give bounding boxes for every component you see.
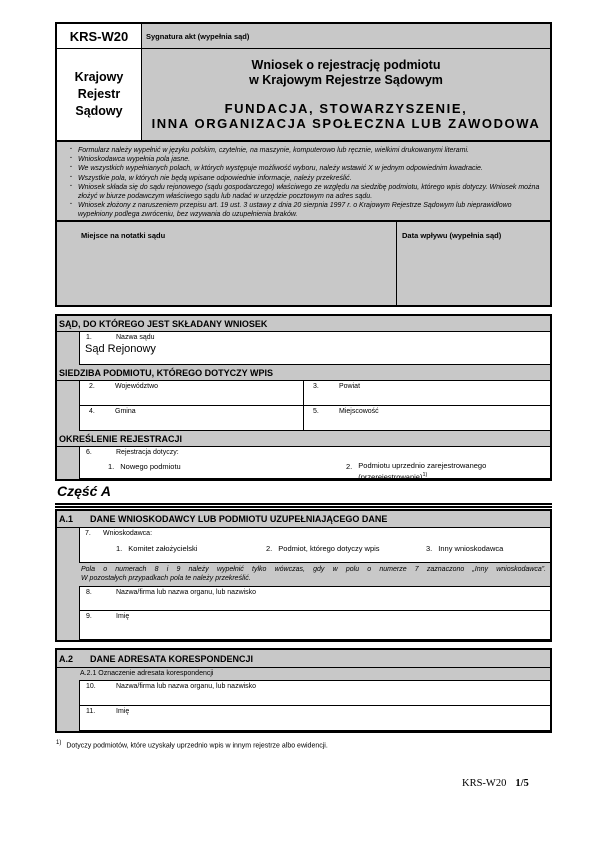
field-label: Gmina [115,408,136,415]
court-notes-label: Miejsce na notatki sądu [81,231,166,240]
field-number: 6. [86,449,92,456]
court-and-seat-block [55,314,552,481]
form-subtitle-line: INNA ORGANIZACJA SPOŁECZNA LUB ZAWODOWA [151,116,541,131]
option-label: Inny wnioskodawca [438,544,504,553]
field-label-row [80,406,303,415]
section-header-a1 [57,511,550,528]
part-a-heading: Część A [55,483,552,508]
footer-page-number: 1/5 [515,778,529,789]
field-1-value: Sąd Rejonowy [85,343,156,355]
section-code-a1: A.1 [59,514,74,524]
registry-name-cell [57,49,142,140]
field-number: 7. [85,530,91,537]
instruction-item: · Wszystkie pola, w których nie będą wpisane odpowiednie informacje, należy przekreślić. [69,174,542,183]
instruction-item: · We wszystkich wypełnianych polach, w których występuje możliwość wyboru, należy wstawić X w jednym odpowiednim kwadracie. [69,164,542,173]
note-line: W pozostałych przypadkach pola te należy przekreślić. [81,575,251,582]
option-number: 1. [108,462,115,471]
option-number: 2. [346,462,353,471]
registry-name-line: Krajowy [74,70,124,84]
registry-name-line: Rejestr [77,87,121,101]
form-title-line: w Krajowym Rejestrze Sądowym [249,73,443,87]
field-label: Nazwa/firma lub nazwa organu, lub nazwisko [116,683,257,690]
field-label-row [80,611,550,620]
field-label: Rejestracja dotyczy: [116,449,179,456]
field-label-row [80,528,550,537]
field-6-rejestracja-dotyczy[interactable] [79,447,550,479]
field-label-row [80,706,550,715]
section-header-a2 [57,650,550,668]
field-label: Imię [116,708,130,715]
field-label-row [80,332,550,341]
option-number: 1. [116,544,123,553]
signature-akt-field[interactable] [142,24,550,48]
field-number: 5. [313,408,319,415]
subsection-a21-label: A.2.1 Oznaczenie adresata korespondencji [80,670,214,677]
section-header-court: SĄD, DO KTÓREGO JEST SKŁADANY WNIOSEK [57,316,550,332]
form-title-line: Wniosek o rejestrację podmiotu [251,58,441,72]
field-number: 10. [86,683,96,690]
section-header-seat: SIEDZIBA PODMIOTU, KTÓREGO DOTYCZY WPIS [57,365,550,381]
field-9-imie[interactable] [79,611,550,640]
field-number: 4. [89,408,95,415]
field-number: 11. [86,708,96,715]
registry-name-line: Sądowy [75,104,123,118]
field-label: Powiat [339,383,361,390]
instruction-item: · Wniosek złożony z naruszeniem przepisu art. 19 ust. 3 ustawy z dnia 20 sierpnia 1997 r. o Krajowym Rejestrze Sądowym lub nieprawidłowo wypełniony podlega zwróceniu, bez wzywania do uzupełnienia braków. [69,201,542,219]
section-a1-block [55,509,552,642]
court-notes-field[interactable] [57,222,397,305]
option-podmiotu-uprzednio-zarejestrowanego[interactable] [346,462,486,482]
form-subtitle-line: FUNDACJA, STOWARZYSZENIE, [224,101,468,116]
field-label: Nazwa/firma lub nazwa organu, lub nazwisko [116,589,257,596]
field-number: 2. [89,383,95,390]
option-number: 3. [426,544,433,553]
field-11-imie[interactable] [79,706,550,731]
section-code-a2: A.2 [59,654,74,664]
option-label: Nowego podmiotu [120,462,181,471]
field-5-miejscowosc[interactable] [303,406,550,431]
field-number: 1. [86,334,92,341]
fields-8-9-note [79,563,550,587]
footnote-reference: 1) [422,471,428,478]
field-label-row [304,381,550,390]
option-number: 2. [266,544,273,553]
seat-fields-grid [79,381,550,431]
field-7-wnioskodawca[interactable] [79,528,550,563]
field-4-gmina[interactable] [79,406,303,431]
receipt-date-field[interactable] [397,222,550,305]
footnote-marker: 1) [56,740,62,746]
option-nowego-podmiotu[interactable] [108,462,181,471]
form-code-row [57,24,550,49]
instructions-list [57,142,550,222]
option-label-line1: Podmiotu uprzednio zarejestrowanego [358,461,487,470]
note-line: Pola o numerach 8 i 9 należy wypełnić tylko wówczas, gdy w polu o numerze 7 zaznaczono „Inny wnioskodawca”. [81,566,546,573]
option-label [358,462,486,482]
field-label-row [80,447,550,456]
option-label: Podmiot, którego dotyczy wpis [278,544,380,553]
instruction-item: · Wnioskodawca wypełnia pola jasne. [69,155,542,164]
option-label: Komitet założycielski [128,544,198,553]
form-header-block [55,22,552,307]
field-number: 3. [313,383,319,390]
form-title-cell [142,49,550,140]
receipt-date-label: Data wpływu (wypełnia sąd) [402,231,502,240]
field-label-row [80,381,303,390]
section-title-a2: DANE ADRESATA KORESPONDENCJI [90,654,254,664]
form-code-cell [57,24,142,48]
field-1-nazwa-sadu[interactable] [79,332,550,365]
field-label: Nazwa sądu [116,334,155,341]
field-label: Imię [116,613,130,620]
footnote-text: Dotyczy podmiotów, które uzyskały uprzednio wpis w innym rejestrze albo ewidencji. [66,742,328,750]
form-code-text: KRS-W20 [69,28,129,44]
form-title-row [57,49,550,142]
field-label: Województwo [115,383,159,390]
option-label-line2: (przerejestrowanie) [358,472,423,481]
footer-form-code: KRS-W20 [462,778,507,789]
section-header-registration: OKREŚLENIE REJESTRACJI [57,431,550,447]
field-3-powiat[interactable] [303,381,550,406]
field-label: Miejscowość [339,408,379,415]
court-notes-row [57,222,550,305]
option-komitet-zalozycielski[interactable] [116,544,197,553]
field-label: Wnioskodawca: [103,530,153,537]
instruction-item: · Wniosek składa się do sądu rejonowego (sądu gospodarczego) właściwego ze względu na siedzibę podmiotu, którego wpis dotyczy. Wniosek można złożyć w biurze podawczym właściwego sądu lub nadać w urzędzie pocztowym na adres sądu. [69,183,542,201]
field-label-row [304,406,550,415]
signature-akt-label: Sygnatura akt (wypełnia sąd) [146,32,250,41]
page-footer [462,778,529,789]
field-label-row [80,587,550,596]
field-number: 9. [86,613,92,620]
section-title-a1: DANE WNIOSKODAWCY LUB PODMIOTU UZUPEŁNIAJĄCEGO DANE [90,514,388,524]
option-inny-wnioskodawca[interactable] [426,544,503,553]
option-podmiot-ktorego-dotyczy-wpis[interactable] [266,544,380,553]
field-8-nazwa-firma[interactable] [79,587,550,611]
field-number: 8. [86,589,92,596]
instruction-item: · Formularz należy wypełnić w języku polskim, czytelnie, na maszynie, komputerowo lub ręcznie, wielkimi drukowanymi literami. [69,146,542,155]
field-label-row [80,681,550,690]
field-10-nazwa-firma[interactable] [79,680,550,706]
section-a2-block [55,648,552,733]
field-2-wojewodztwo[interactable] [79,381,303,406]
footnote [56,740,328,749]
